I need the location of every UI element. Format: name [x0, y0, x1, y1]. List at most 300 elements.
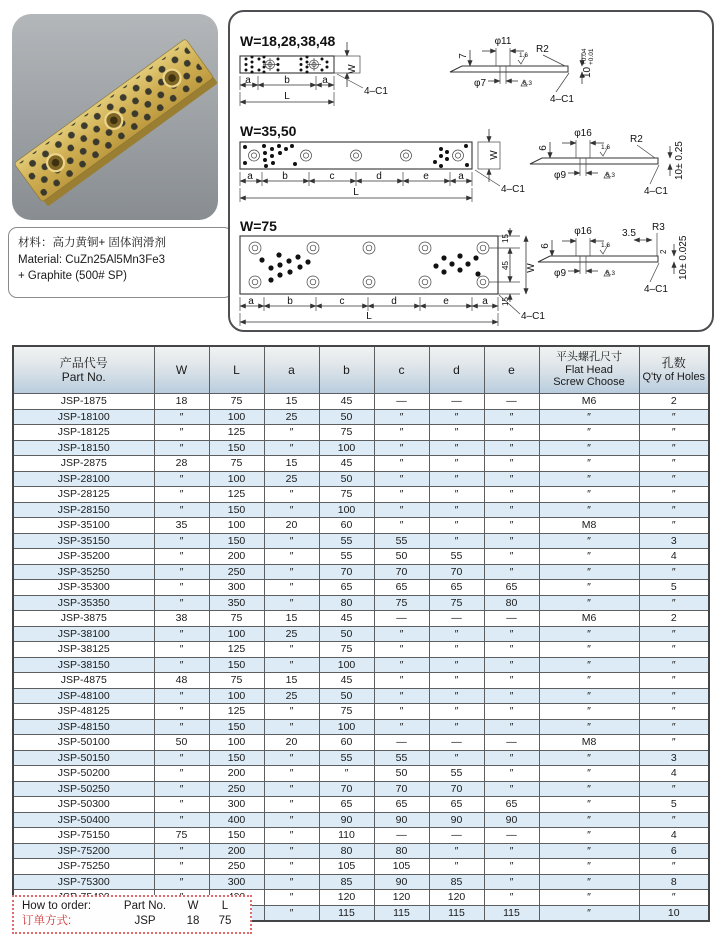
table-cell: JSP-1875: [13, 394, 154, 410]
table-cell: M6: [539, 394, 639, 410]
table-cell: ″: [539, 750, 639, 766]
table-cell: ″: [484, 549, 539, 565]
table-row: [13, 766, 709, 782]
table-cell: ″: [374, 719, 429, 735]
table-cell: JSP-4875: [13, 673, 154, 689]
table-cell: ″: [639, 564, 709, 580]
dim-b: b: [284, 75, 290, 86]
table-cell: ″: [429, 673, 484, 689]
table-cell: ″: [484, 425, 539, 441]
header-e: e: [484, 346, 539, 394]
table-row: [13, 859, 709, 875]
drawings-panel: [228, 10, 714, 332]
table-cell: ″: [154, 502, 209, 518]
table-cell: ″: [374, 409, 429, 425]
table-cell: 10: [639, 905, 709, 921]
table-cell: ″: [539, 781, 639, 797]
table-row: [13, 595, 709, 611]
table-cell: ″: [639, 487, 709, 503]
table-cell: 50: [319, 409, 374, 425]
table-cell: 100: [319, 440, 374, 456]
table-cell: ″: [484, 781, 539, 797]
table-cell: 100: [319, 502, 374, 518]
dim-b: b: [287, 296, 293, 307]
table-cell: ″: [154, 580, 209, 596]
table-cell: ″: [429, 425, 484, 441]
table-cell: 3: [639, 533, 709, 549]
side-dim-15-top: 15: [501, 234, 510, 243]
table-cell: ″: [154, 564, 209, 580]
table-row: [13, 580, 709, 596]
table-cell: ″: [539, 766, 639, 782]
table-cell: ″: [484, 673, 539, 689]
table-cell: 75: [209, 456, 264, 472]
table-cell: JSP-28125: [13, 487, 154, 503]
table-cell: 120: [429, 890, 484, 906]
table-row: [13, 843, 709, 859]
dim-c: c: [329, 171, 335, 182]
table-row: [13, 704, 709, 720]
table-cell: 55: [429, 549, 484, 565]
table-cell: ″: [374, 518, 429, 534]
table-cell: 55: [429, 766, 484, 782]
dim-a1: a: [245, 75, 251, 86]
table-cell: JSP-48150: [13, 719, 154, 735]
order-partno-header: Part No.: [123, 900, 167, 912]
table-row: [13, 611, 709, 627]
table-cell: JSP-38125: [13, 642, 154, 658]
product-photo: [8, 10, 222, 224]
table-cell: ″: [639, 595, 709, 611]
table-cell: ″: [539, 595, 639, 611]
header-d: d: [429, 346, 484, 394]
drawing2-title: W=35,50: [240, 123, 297, 139]
table-cell: 115: [374, 905, 429, 921]
table-cell: ″: [539, 533, 639, 549]
table-cell: 48: [154, 673, 209, 689]
table-cell: 200: [209, 549, 264, 565]
table-cell: JSP-35100: [13, 518, 154, 534]
table-cell: 15: [264, 394, 319, 410]
header-holes-zh: 孔数: [661, 356, 686, 371]
table-cell: ″: [639, 502, 709, 518]
section3-radius: R3: [652, 222, 665, 233]
table-cell: ″: [429, 657, 484, 673]
header-holes-en: Q'ty of Holes: [642, 370, 706, 383]
table-cell: 75: [429, 595, 484, 611]
table-cell: ″: [429, 688, 484, 704]
table-cell: 90: [484, 812, 539, 828]
table-cell: 200: [209, 843, 264, 859]
section3-dim2: 2: [659, 249, 668, 254]
table-cell: ″: [264, 502, 319, 518]
table-cell: ″: [539, 487, 639, 503]
section3-rough-bot: 6.3: [606, 270, 616, 277]
table-cell: JSP-18100: [13, 409, 154, 425]
table-cell: JSP-50150: [13, 750, 154, 766]
table-cell: —: [484, 828, 539, 844]
table-cell: 70: [429, 781, 484, 797]
table-cell: ″: [539, 890, 639, 906]
table-cell: ″: [484, 642, 539, 658]
table-cell: ″: [154, 549, 209, 565]
section1-radius: R2: [536, 44, 549, 55]
table-cell: ″: [264, 642, 319, 658]
table-cell: ″: [484, 533, 539, 549]
table-cell: ″: [429, 859, 484, 875]
table-cell: ″: [319, 766, 374, 782]
table-cell: ″: [154, 425, 209, 441]
table-row: [13, 533, 709, 549]
table-cell: ″: [639, 471, 709, 487]
dim-b: b: [282, 171, 288, 182]
table-cell: ″: [264, 812, 319, 828]
table-cell: JSP-50400: [13, 812, 154, 828]
table-cell: ″: [429, 440, 484, 456]
table-cell: ″: [374, 425, 429, 441]
table-cell: ″: [374, 704, 429, 720]
table-row: [13, 502, 709, 518]
table-cell: 100: [209, 518, 264, 534]
table-cell: —: [484, 394, 539, 410]
table-cell: 90: [319, 812, 374, 828]
table-cell: 100: [209, 471, 264, 487]
table-cell: 300: [209, 797, 264, 813]
table-cell: ″: [154, 533, 209, 549]
table-cell: 15: [264, 611, 319, 627]
table-cell: 100: [319, 719, 374, 735]
order-label-en: How to order:: [22, 900, 92, 912]
table-cell: 150: [209, 440, 264, 456]
table-cell: 200: [209, 766, 264, 782]
table-row: [13, 735, 709, 751]
table-cell: ″: [484, 704, 539, 720]
table-cell: 65: [319, 797, 374, 813]
table-row: [13, 564, 709, 580]
table-row: [13, 518, 709, 534]
table-cell: ″: [539, 797, 639, 813]
table-cell: 75: [209, 673, 264, 689]
table-row: [13, 797, 709, 813]
table-cell: —: [484, 611, 539, 627]
side-dim-15-bot: 15: [501, 297, 510, 306]
table-cell: 300: [209, 580, 264, 596]
order-box: [12, 895, 252, 934]
table-cell: ″: [429, 533, 484, 549]
header-screw-zh: 平头螺孔尺寸: [556, 351, 622, 364]
header-screw-en1: Flat Head: [565, 363, 613, 376]
table-cell: 38: [154, 611, 209, 627]
dim-L: L: [366, 311, 372, 322]
table-cell: ″: [154, 750, 209, 766]
table-cell: ″: [154, 766, 209, 782]
drawing3-dim-row: [240, 296, 498, 311]
table-cell: 100: [209, 688, 264, 704]
table-cell: ″: [639, 704, 709, 720]
table-cell: ″: [639, 409, 709, 425]
table-cell: ″: [264, 843, 319, 859]
section1-rough-top: 1.6: [519, 52, 529, 59]
table-cell: 6: [639, 843, 709, 859]
table-cell: 150: [209, 750, 264, 766]
table-cell: —: [429, 611, 484, 627]
header-part-en: Part No.: [61, 370, 106, 384]
table-cell: ″: [154, 440, 209, 456]
dim-d: d: [376, 171, 382, 182]
dim-a2: a: [322, 75, 328, 86]
table-cell: ″: [429, 750, 484, 766]
table-cell: 75: [319, 642, 374, 658]
table-cell: 2: [639, 394, 709, 410]
order-w-value: 18: [186, 915, 200, 927]
table-cell: 45: [319, 456, 374, 472]
dim-e: e: [443, 296, 449, 307]
drawing2-dim-row: [240, 171, 472, 186]
table-cell: ″: [154, 874, 209, 890]
table-cell: ″: [374, 673, 429, 689]
table-cell: 55: [319, 549, 374, 565]
table-cell: ″: [539, 905, 639, 921]
table-cell: ″: [264, 781, 319, 797]
table-cell: ″: [539, 626, 639, 642]
table-cell: ″: [639, 673, 709, 689]
table-row: [13, 688, 709, 704]
table-cell: 150: [209, 533, 264, 549]
table-cell: ″: [374, 642, 429, 658]
material-box: [8, 227, 233, 298]
table-cell: ″: [484, 456, 539, 472]
table-cell: 75: [319, 487, 374, 503]
table-cell: ″: [484, 859, 539, 875]
table-cell: 3: [639, 750, 709, 766]
table-cell: 120: [374, 890, 429, 906]
drawing3-w-label: W: [526, 263, 537, 273]
section3-dim35: 3.5: [622, 228, 636, 239]
drawing-w18-48: [238, 26, 704, 124]
section2-rough-top: 1.6: [601, 144, 611, 151]
table-cell: ″: [539, 425, 639, 441]
table-cell: ″: [264, 564, 319, 580]
table-cell: ″: [154, 704, 209, 720]
table-cell: ″: [539, 471, 639, 487]
order-l-header: L: [221, 900, 229, 912]
section1-phi-top: φ11: [494, 36, 512, 47]
dim-a2: a: [458, 171, 464, 182]
table-cell: 75: [209, 611, 264, 627]
section2-depth: 6: [538, 145, 549, 151]
table-cell: ″: [539, 580, 639, 596]
table-cell: JSP-35350: [13, 595, 154, 611]
table-cell: 2: [639, 611, 709, 627]
parts-table-body: [13, 394, 709, 922]
table-cell: 65: [374, 797, 429, 813]
table-cell: 65: [374, 580, 429, 596]
table-cell: 105: [374, 859, 429, 875]
section3-thickness: 10± 0.025: [678, 235, 689, 280]
table-cell: 90: [374, 874, 429, 890]
table-cell: 5: [639, 797, 709, 813]
table-cell: ″: [484, 518, 539, 534]
table-cell: ″: [429, 409, 484, 425]
table-cell: ″: [539, 719, 639, 735]
table-cell: ″: [429, 456, 484, 472]
table-cell: ″: [264, 580, 319, 596]
table-cell: JSP-48100: [13, 688, 154, 704]
table-cell: ″: [154, 719, 209, 735]
material-line-zh: 材料：高力黄铜+ 固体润滑剂: [18, 237, 166, 249]
table-cell: ″: [639, 688, 709, 704]
table-cell: ″: [639, 719, 709, 735]
table-cell: —: [374, 828, 429, 844]
table-cell: 4: [639, 828, 709, 844]
table-cell: 75: [154, 828, 209, 844]
table-cell: ″: [484, 750, 539, 766]
header-l: L: [209, 346, 264, 394]
table-cell: 150: [209, 828, 264, 844]
table-cell: 150: [209, 657, 264, 673]
table-cell: 100: [209, 735, 264, 751]
table-cell: 15: [264, 673, 319, 689]
table-row: [13, 750, 709, 766]
table-cell: ″: [539, 456, 639, 472]
table-cell: ″: [264, 859, 319, 875]
table-cell: ″: [154, 409, 209, 425]
table-cell: 65: [429, 797, 484, 813]
dim-L: L: [353, 187, 359, 198]
table-cell: 35: [154, 518, 209, 534]
section3-rough-top: 1.6: [601, 242, 611, 249]
table-cell: 25: [264, 626, 319, 642]
table-cell: ″: [264, 533, 319, 549]
table-cell: ″: [374, 626, 429, 642]
table-row: [13, 781, 709, 797]
table-cell: —: [374, 735, 429, 751]
table-cell: ″: [374, 487, 429, 503]
table-cell: 80: [319, 595, 374, 611]
table-cell: 90: [429, 812, 484, 828]
section1-callout: 4–C1: [550, 94, 574, 105]
table-cell: 100: [209, 409, 264, 425]
table-row: [13, 657, 709, 673]
table-cell: 70: [319, 564, 374, 580]
order-part-value: JSP: [134, 915, 156, 927]
table-cell: JSP-50250: [13, 781, 154, 797]
table-cell: 60: [319, 518, 374, 534]
table-cell: ″: [264, 890, 319, 906]
table-cell: 50: [374, 766, 429, 782]
parts-table: [12, 345, 710, 922]
table-cell: ″: [264, 549, 319, 565]
table-cell: ″: [639, 642, 709, 658]
table-cell: 70: [319, 781, 374, 797]
section1-tol-top: +0.04: [581, 48, 588, 65]
table-cell: ″: [539, 549, 639, 565]
table-cell: ″: [264, 440, 319, 456]
table-cell: ″: [154, 688, 209, 704]
table-cell: —: [429, 735, 484, 751]
table-cell: ″: [484, 440, 539, 456]
table-cell: —: [429, 394, 484, 410]
table-cell: ″: [429, 843, 484, 859]
table-cell: 250: [209, 564, 264, 580]
table-cell: ″: [264, 657, 319, 673]
table-cell: ″: [264, 797, 319, 813]
table-cell: ″: [484, 766, 539, 782]
table-cell: ″: [264, 828, 319, 844]
table-cell: ″: [484, 688, 539, 704]
table-cell: 115: [319, 905, 374, 921]
table-row: [13, 549, 709, 565]
section3-callout: 4–C1: [644, 284, 668, 295]
dim-L: L: [284, 91, 290, 102]
table-cell: 125: [209, 487, 264, 503]
table-cell: ″: [429, 518, 484, 534]
table-cell: ″: [154, 781, 209, 797]
table-cell: ″: [484, 843, 539, 859]
table-cell: 45: [319, 611, 374, 627]
table-cell: M6: [539, 611, 639, 627]
table-cell: 75: [209, 394, 264, 410]
table-cell: ″: [154, 626, 209, 642]
table-cell: ″: [539, 673, 639, 689]
table-cell: 70: [429, 564, 484, 580]
header-holes: [639, 346, 709, 394]
table-cell: 75: [374, 595, 429, 611]
table-cell: 115: [484, 905, 539, 921]
table-cell: ″: [374, 456, 429, 472]
drawing-w35-50: [238, 122, 704, 222]
table-cell: ″: [429, 471, 484, 487]
dim-c: c: [339, 296, 345, 307]
table-cell: ″: [429, 502, 484, 518]
table-cell: ″: [429, 719, 484, 735]
table-cell: JSP-35300: [13, 580, 154, 596]
table-cell: —: [374, 394, 429, 410]
section3-depth: 6: [540, 243, 551, 249]
section3-phi-top: φ16: [574, 226, 592, 237]
dim-d: d: [391, 296, 397, 307]
section2-thickness: 10± 0.25: [674, 141, 685, 180]
drawing2-section: [530, 128, 685, 197]
table-cell: ″: [484, 487, 539, 503]
dim-a1: a: [248, 296, 254, 307]
section1-phi-bot: φ7: [474, 78, 487, 89]
table-cell: ″: [539, 564, 639, 580]
table-cell: ″: [539, 642, 639, 658]
table-cell: 120: [319, 890, 374, 906]
material-line-en2: + Graphite (500# SP): [18, 270, 127, 283]
order-w-header: W: [187, 900, 199, 912]
dim-e: e: [423, 171, 429, 182]
table-cell: ″: [264, 704, 319, 720]
table-cell: ″: [539, 440, 639, 456]
table-cell: ″: [264, 719, 319, 735]
table-cell: 100: [319, 657, 374, 673]
table-cell: ″: [539, 502, 639, 518]
table-row: [13, 626, 709, 642]
table-cell: 60: [319, 735, 374, 751]
table-row: [13, 828, 709, 844]
table-cell: JSP-35150: [13, 533, 154, 549]
table-cell: ″: [539, 688, 639, 704]
drawing1-w-label: W: [347, 64, 358, 74]
table-cell: ″: [539, 874, 639, 890]
table-cell: 55: [319, 750, 374, 766]
order-l-value: 75: [218, 915, 232, 927]
table-cell: 125: [209, 704, 264, 720]
table-cell: 20: [264, 518, 319, 534]
table-cell: ″: [374, 440, 429, 456]
